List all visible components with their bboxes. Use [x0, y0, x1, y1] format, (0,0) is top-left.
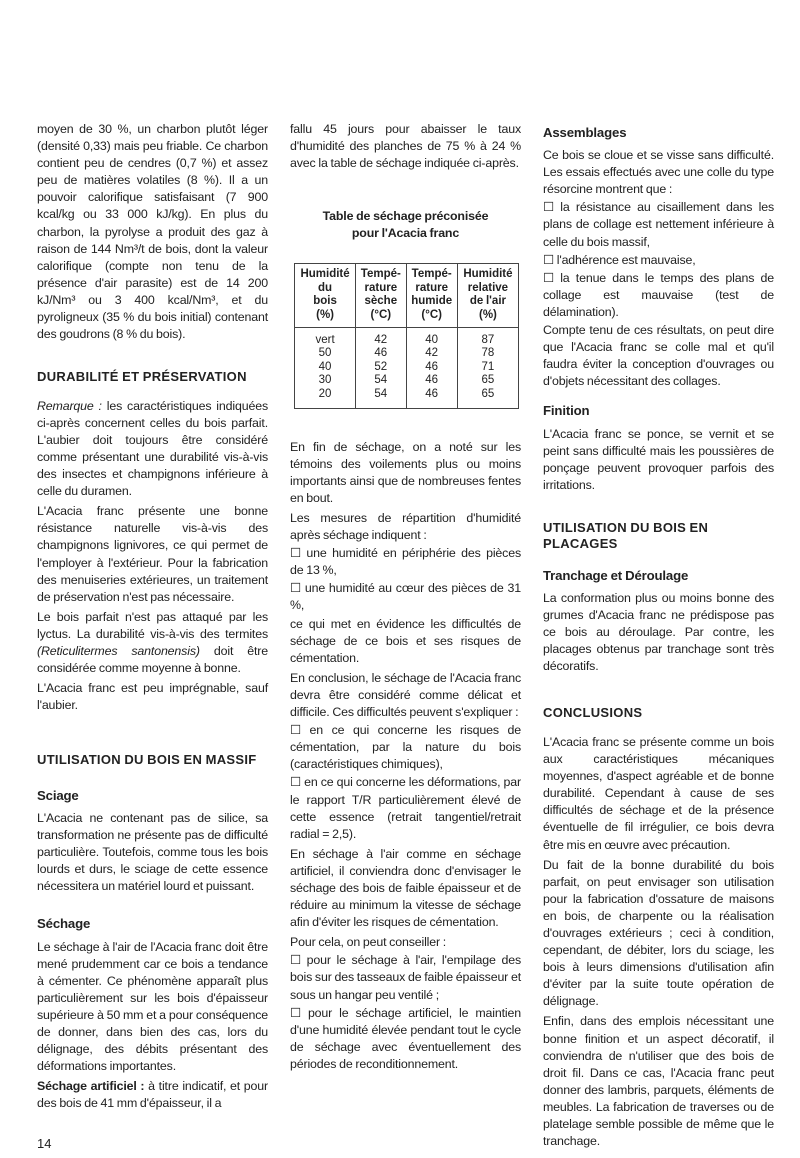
paragraph — [37, 810, 268, 895]
text-run: Le séchage à l'air de l'Acacia franc doit être mené prudemment car ce bois a tendance à cémenter. Ce phénomène apparaît plus particulièrement sur les bois d'épaisseur supérieure à 50 mm et a pour conséquence de donner, dans bien des cas, lors du délignage, des débits présentant des déformations importantes. — [37, 939, 268, 1074]
column-left — [37, 121, 268, 1152]
paragraph — [37, 398, 268, 501]
column-right — [543, 121, 774, 1151]
paragraph — [37, 1078, 268, 1112]
table-cell: 46 — [406, 374, 457, 388]
text-run: UTILISATION DU BOIS EN PLACAGES — [543, 519, 709, 552]
section-heading — [543, 705, 774, 722]
header-line: (%) — [478, 309, 497, 322]
header-line: (%) — [316, 309, 334, 322]
table-title: Table de séchage préconisée — [322, 209, 489, 224]
paragraph — [543, 1013, 774, 1150]
header-line: (°C) — [370, 309, 392, 322]
text-run: doit être considérée comme moyenne à bonne. — [37, 644, 268, 676]
text-run: ce qui met en évidence les difficultés de séchage de ce bois et ses risques de cémentation. — [290, 616, 521, 665]
paragraph — [290, 846, 521, 931]
text-run: Enfin, dans des emplois nécessitant une bonne finition et un aspect décoratif, il conviendra de n'utiliser que des bois de droit fil. Dans ce cas, l'Acacia franc peut donner des lambris, parquets, éléments de meubles. La fabrication de traverses ou de platelage semble possible de même que le tranchage. — [543, 1014, 774, 1149]
table-header — [295, 264, 356, 327]
text-run: Séchage — [37, 916, 91, 932]
section-heading — [543, 520, 774, 553]
header-line: humide — [411, 295, 453, 308]
text-run: ☐ une humidité en périphérie des pièces de 13 %, — [290, 546, 521, 578]
text-run: Ce bois se cloue et se visse sans difficulté. Les essais effectués avec une colle du type résorcine montrent que : — [543, 148, 774, 197]
table-row — [295, 361, 519, 375]
text-run: Les mesures de répartition d'humidité après séchage indiquent : — [290, 511, 521, 543]
table-cell: 30 — [295, 374, 356, 388]
header-line: sèche — [364, 295, 398, 308]
header-line: du — [318, 281, 333, 294]
table-row — [295, 388, 519, 408]
text-run: ☐ une humidité au cœur des pièces de 31 %, — [290, 581, 521, 613]
paragraph — [290, 670, 521, 721]
header-line: (°C) — [421, 309, 442, 322]
table-header — [406, 264, 457, 327]
header-line: Humidité — [463, 268, 513, 281]
subsection-heading — [543, 124, 774, 141]
paragraph — [543, 147, 774, 198]
subsection-heading — [37, 787, 268, 804]
list-item — [290, 1005, 521, 1073]
table-cell: 20 — [295, 388, 356, 408]
list-item — [290, 774, 521, 842]
table-cell: 42 — [356, 327, 406, 347]
paragraph — [290, 439, 521, 507]
table-cell: 40 — [406, 327, 457, 347]
column-middle — [290, 121, 521, 1073]
paragraph — [37, 680, 268, 714]
table-header — [356, 264, 406, 327]
header-line: Tempé- — [411, 268, 452, 281]
table-cell: 71 — [457, 361, 518, 375]
paragraph — [37, 939, 268, 1076]
header-line: Humidité — [300, 268, 350, 281]
section-heading — [37, 752, 268, 769]
table-header-row — [295, 264, 519, 327]
text-run: ☐ l'adhérence est mauvaise, — [543, 252, 696, 267]
table-cell: 46 — [406, 361, 457, 375]
paragraph — [543, 734, 774, 854]
page-number: 14 — [37, 1135, 52, 1151]
text-run: L'Acacia franc présente une bonne résistance naturelle vis-à-vis des champignons lignivores, ce qui permet de l'employer à l'extérieur. Pour la fabrication des menuiseries extérieures, un traitement de préservation n'est pas nécessaire. — [37, 504, 268, 604]
paragraph — [37, 503, 268, 606]
text-run: Le bois parfait n'est pas attaqué par les lyctus. La durabilité vis-à-vis des termites — [37, 609, 268, 641]
paragraph — [543, 322, 774, 390]
table-cell: 54 — [356, 374, 406, 388]
header-line: rature — [364, 281, 398, 294]
text-run: En conclusion, le séchage de l'Acacia franc devra être considéré comme délicat et difficile. Ces difficultés peuvent s'expliquer : — [290, 670, 521, 720]
text-run: En fin de séchage, on a noté sur les témoins des voilements plus ou moins importants ainsi que de nombreuses fentes en bout. — [290, 439, 521, 505]
section-heading — [37, 369, 268, 386]
header-line: relative — [467, 281, 509, 294]
list-item — [290, 722, 521, 773]
paragraph — [543, 590, 774, 675]
text-run: DURABILITÉ ET PRÉSERVATION — [37, 369, 247, 385]
text-run: L'Acacia franc se présente comme un bois aux caractéristiques mécaniques moyennes, d'aspect agréable et de bonne durabilité. Cependant à cause de ses difficultés de séchage et de la présence éventuelle de fil irrégulier, ce bois devra être mis en œuvre avec précaution. — [543, 734, 774, 852]
text-run: En séchage à l'air comme en séchage artificiel, il conviendra donc d'envisager le séchage des bois de faible épaisseur et de réduire au minimum la vitesse de séchage afin d'éviter les risques de cémentation. — [290, 846, 521, 930]
table-title: pour l'Acacia franc — [351, 226, 460, 241]
table-cell: 42 — [406, 347, 457, 361]
text-run: ☐ pour le séchage artificiel, le maintien d'une humidité élevée pendant tout le cycle de séchage avec éventuellement des périodes de reconditionnement. — [290, 1005, 521, 1071]
list-item — [543, 270, 774, 321]
table-cell: 46 — [406, 388, 457, 408]
list-item — [543, 199, 774, 250]
table-cell: 65 — [457, 388, 518, 408]
header-line: de l'air — [469, 295, 506, 308]
table-row — [295, 347, 519, 361]
list-item — [290, 952, 521, 1003]
drying-table — [294, 263, 519, 408]
table-row — [295, 327, 519, 347]
text-run: UTILISATION DU BOIS EN MASSIF — [37, 752, 257, 768]
list-item — [543, 252, 774, 269]
text-run: ☐ en ce qui concerne les risques de cémentation, par la nature du bois (caractéristiques chimiques), — [290, 723, 521, 772]
table-cell: 50 — [295, 347, 356, 361]
text-run: Pour cela, on peut conseiller : — [290, 935, 447, 950]
text-run: Séchage artificiel : — [37, 1079, 145, 1094]
paragraph — [290, 510, 521, 544]
table-cell: 54 — [356, 388, 406, 408]
table-header — [457, 264, 518, 327]
subsection-heading — [543, 567, 774, 584]
text-run: ☐ en ce qui concerne les déformations, par le rapport T/R particulièrement élevé de cette essence (retrait tangentiel/retrait radial = 2,5). — [290, 775, 521, 841]
table-cell: 78 — [457, 347, 518, 361]
text-run: La conformation plus ou moins bonne des grumes d'Acacia franc ne prédispose pas ce bois au déroulage. Par contre, les placages obtenus par tranchage sont très décoratifs. — [543, 590, 774, 674]
header-line: Tempé- — [360, 268, 401, 281]
header-line: rature — [415, 281, 448, 294]
list-item — [290, 545, 521, 579]
paragraph — [290, 616, 521, 667]
text-run: les caractéristiques indiquées ci-après concernent celles du bois parfait. L'aubier doit toujours être considéré comme présentant une durabilité vis-à-vis des insectes et champignons inférieure à celle du duramen. — [37, 398, 268, 499]
drying-table-block — [290, 208, 521, 408]
text-run: L'Acacia franc est peu imprégnable, sauf l'aubier. — [37, 681, 268, 713]
text-run: à titre indicatif, et pour des bois de 41 mm d'épaisseur, il a — [37, 1079, 269, 1111]
table-cell: vert — [295, 327, 356, 347]
text-run: Finition — [543, 403, 590, 419]
text-run: fallu 45 jours pour abaisser le taux d'humidité des planches de 75 % à 24 % avec la table de séchage indiquée ci-après. — [290, 122, 521, 171]
text-run: ☐ pour le séchage à l'air, l'empilage des bois sur des tasseaux de faible épaisseur et sous un hangar peu ventilé ; — [290, 953, 521, 1002]
table-cell: 52 — [356, 361, 406, 375]
text-run: ☐ la tenue dans le temps des plans de collage est mauvaise (test de délamination). — [543, 270, 774, 319]
text-run: ☐ la résistance au cisaillement dans les plans de collage est nettement inférieure à celle du bois massif, — [543, 200, 774, 249]
paragraph — [37, 121, 268, 343]
text-run: L'Acacia ne contenant pas de silice, sa transformation ne présente pas de difficulté particulière. Toutefois, comme tous les bois lourds et durs, le sciage de cette essence nécessitera un matériel lourd et puissant. — [37, 811, 268, 894]
text-run: Compte tenu de ces résultats, on peut dire que l'Acacia franc se colle mal et qu'il faudra éviter la conception d'ouvrages ou d'objets nécessitant des collages. — [543, 323, 774, 389]
paragraph — [543, 426, 774, 494]
subsection-heading — [37, 915, 268, 932]
text-run: (Reticulitermes santonensis) — [37, 644, 200, 659]
subsection-heading — [543, 402, 774, 419]
header-line: bois — [313, 295, 337, 308]
table-cell: 40 — [295, 361, 356, 375]
table-cell: 65 — [457, 374, 518, 388]
text-run: Assemblages — [543, 125, 627, 140]
paragraph — [37, 609, 268, 677]
text-run: CONCLUSIONS — [543, 705, 643, 721]
text-run: Du fait de la bonne durabilité du bois parfait, on peut envisager son utilisation pour la fabrication d'ossature de maisons en bois, de charpente ou la réalisation d'ouvrages extérieurs ; ceci à condition, cependant, de débiter, lors du sciage, les bois à leurs dimensions d'utilisation afin d'éviter par la suite toute opération de délignage. — [543, 857, 774, 1009]
list-item — [290, 580, 521, 614]
paragraph — [543, 857, 774, 1011]
table-cell: 46 — [356, 347, 406, 361]
text-run: Sciage — [37, 787, 79, 803]
text-run: moyen de 30 %, un charbon plutôt léger (densité 0,33) mais peu friable. Ce charbon contient peu de cendres (0,7 %) et assez peu de matières volatiles (8 %). Il a un pouvoir calorifique satisfaisant (7 900 kcal/kg ou 33 000 kJ/kg). En plus du charbon, la pyrolyse a produit des gaz à raison de 144 Nm³/t de bois, dont la valeur calorifique (compte non tenu de la présence d'air parasite) est de 14 200 kJ/Nm³ ou 3 400 kcal/Nm³, et du pyroligneux (35 % du bois initial) contenant des goudrons (8 % du bois). — [37, 122, 268, 342]
text-run: Remarque : — [37, 398, 102, 413]
table-row — [295, 374, 519, 388]
paragraph — [290, 934, 521, 951]
table-cell: 87 — [457, 327, 518, 347]
paragraph — [290, 121, 521, 172]
text-run: Tranchage et Déroulage — [543, 567, 689, 583]
text-run: L'Acacia franc se ponce, se vernit et se peint sans difficulté mais les poussières de ponçage peuvent provoquer parfois des irritations. — [543, 426, 774, 492]
